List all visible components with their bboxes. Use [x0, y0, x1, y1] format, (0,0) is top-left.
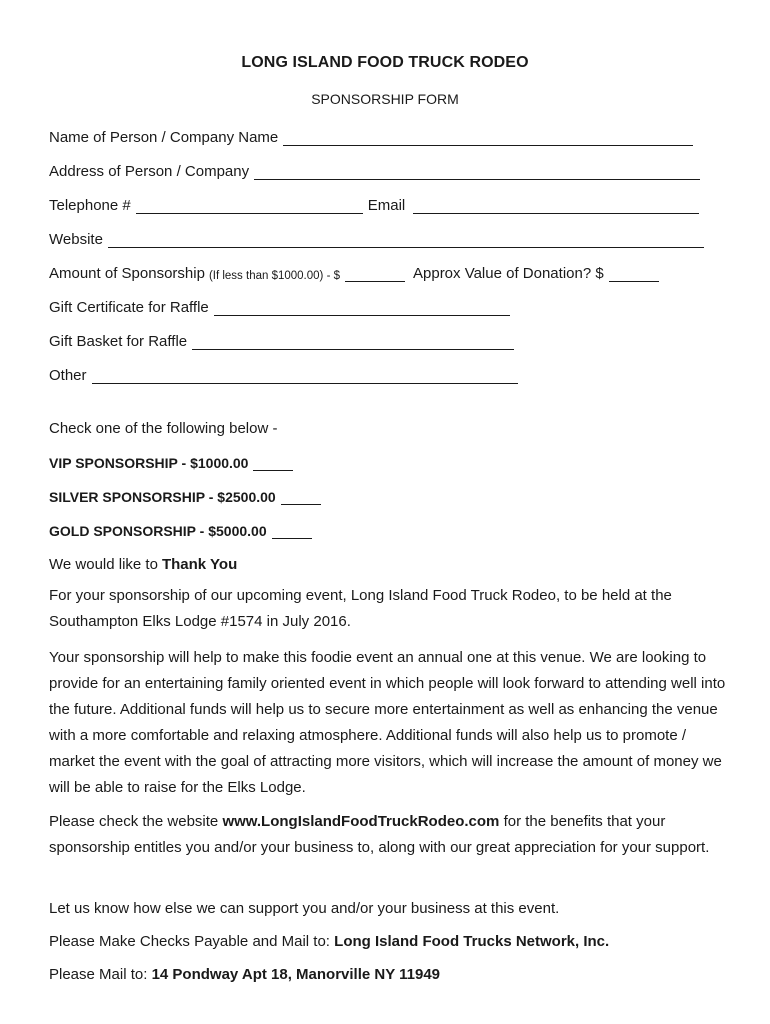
telephone-label: Telephone # [49, 197, 131, 214]
name-row [49, 124, 693, 146]
name-label: Name of Person / Company Name [49, 129, 279, 146]
address-row [49, 158, 700, 180]
paragraph-mail-to [49, 962, 729, 988]
website-prefix: Please check the website [49, 813, 219, 830]
other-label: Other [49, 367, 87, 384]
mail-address: 14 Pondway Apt 18, Manorville NY 11949 [151, 966, 441, 983]
sponsorship-option-vip [49, 449, 293, 471]
gift-certificate-label: Gift Certificate for Raffle [49, 299, 209, 316]
sponsorship-option-gold [49, 517, 312, 539]
sponsorship-prompt: Check one of the following below - [49, 420, 278, 437]
amount-note: (If less than $1000.00) - $ [208, 270, 340, 282]
paragraph-sponsorship-benefits: Your sponsorship will help to make this foodie event an annual one at this venue. We are looking to provide for an entertaining family oriented event in which people will look forward to attending well into the future. Additional funds will help us to secure more entertainment as well as enhancing the venue with a more comfortable and relaxing atmosphere. Additional funds will also help us to promote / market the event with the goal of attracting more visitors, which will increase the amount of money we will be able to raise for the Elks Lodge. [49, 649, 726, 796]
address-field-line[interactable] [254, 165, 700, 180]
sponsorship-option-silver [49, 483, 321, 505]
amount-label: Amount of Sponsorship [49, 265, 205, 282]
donation-field-line[interactable] [609, 267, 659, 282]
thanks-bold: Thank You [161, 556, 238, 573]
thanks-row [49, 551, 237, 573]
gift-basket-label: Gift Basket for Raffle [49, 333, 188, 350]
paragraph-event-details: For your sponsorship of our upcoming event, Long Island Food Truck Rodeo, to be held at the Southampton Elks Lodge #1574 in July 2016. [49, 587, 672, 630]
sponsorship-option-label: GOLD SPONSORSHIP - $5000.00 [49, 523, 267, 539]
name-field-line[interactable] [283, 131, 693, 146]
website-label: Website [49, 231, 103, 248]
telephone-field-line[interactable] [136, 199, 363, 214]
checks-payee: Long Island Food Trucks Network, Inc. [334, 933, 610, 950]
gift-basket-field-line[interactable] [192, 335, 514, 350]
paragraph-website [49, 809, 729, 861]
telephone-email-row [49, 192, 699, 214]
amount-field-line[interactable] [345, 267, 405, 282]
email-label: Email [367, 197, 406, 214]
amount-row [49, 260, 659, 282]
mail-prefix: Please Mail to: [49, 966, 148, 983]
gold-checkbox-line[interactable] [272, 524, 312, 539]
sponsorship-option-label: VIP SPONSORSHIP - $1000.00 [49, 455, 249, 471]
website-row [49, 226, 704, 248]
website-suffix: for the benefits that your sponsorship entitles you and/or your business to, along with our great appreciation for your support. [49, 813, 710, 856]
website-link[interactable]: www.LongIslandFoodTruckRodeo.com [222, 813, 500, 830]
paragraph-checks-payable [49, 929, 729, 955]
address-label: Address of Person / Company [49, 163, 250, 180]
paragraph-support: Let us know how else we can support you and/or your business at this event. [49, 900, 560, 917]
checks-prefix: Please Make Checks Payable and Mail to: [49, 933, 330, 950]
donation-label: Approx Value of Donation? $ [413, 265, 604, 282]
email-field-line[interactable] [413, 199, 699, 214]
form-subtitle: SPONSORSHIP FORM [311, 91, 459, 107]
sponsorship-option-label: SILVER SPONSORSHIP - $2500.00 [49, 489, 276, 505]
gift-certificate-row [49, 294, 510, 316]
other-row [49, 362, 518, 384]
thanks-prefix: We would like to [49, 556, 158, 573]
gift-basket-row [49, 328, 514, 350]
silver-checkbox-line[interactable] [281, 490, 321, 505]
gift-certificate-field-line[interactable] [214, 301, 510, 316]
vip-checkbox-line[interactable] [253, 456, 293, 471]
other-field-line[interactable] [92, 369, 518, 384]
form-title: LONG ISLAND FOOD TRUCK RODEO [241, 54, 529, 71]
sponsorship-prompt-row [49, 415, 277, 437]
website-field-line[interactable] [108, 233, 704, 248]
